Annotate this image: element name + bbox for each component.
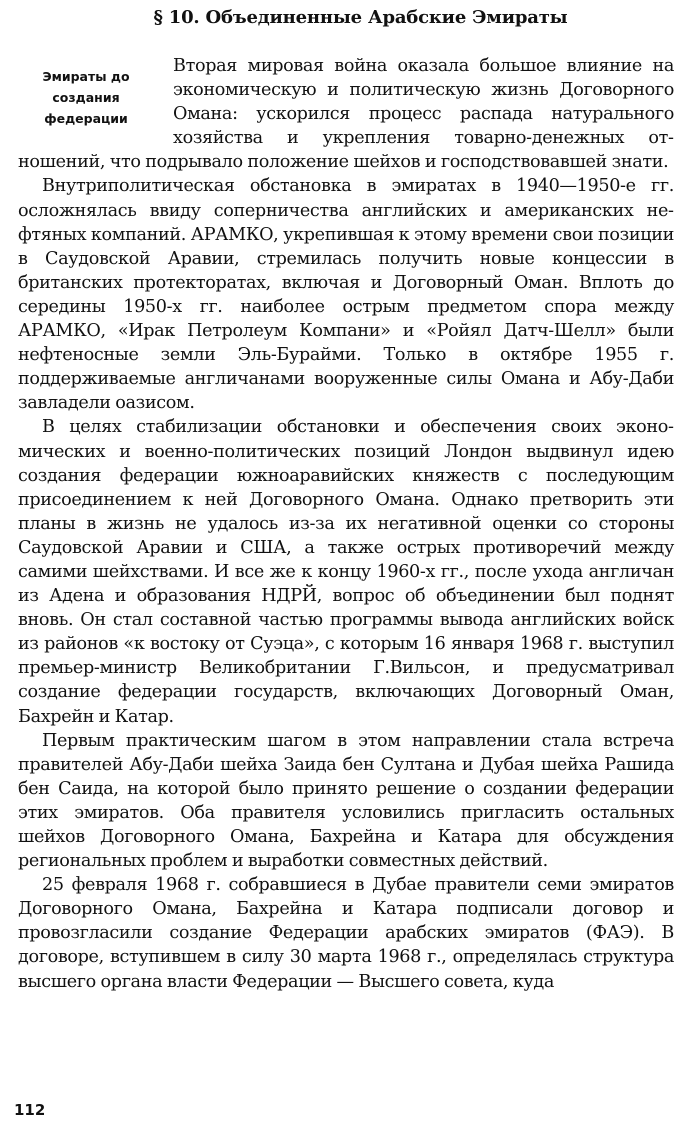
body-text — [18, 54, 674, 994]
margin-note-line-2: создания — [52, 90, 120, 105]
paragraph-3: В целях стабилизации обстановки и обеспечения своих экономических и военно-политических позиций Лондон выдвинул идею создания федерации южноаравийских княжеств с последующим присоединением к ней Договорного Омана. Однако претворить эти планы в жизнь не удалось из-за их негативной оценки со стороны Саудовской Аравии и США, а также острых противоречий между самими шейхствами. И все же к концу 1960-х гг., после ухода англичан из Адена и образования НДРЙ, вопрос об объединении был поднят вновь. Он стал составной частью программы вывода английских войск из районов «к востоку от Суэца», с которым 16 января 1968 г. выступил премьер-министр Великобритании Г.Вильсон, и предусматривал создание федерации государств, включающих Договорный Оман, Бахрейн и Катар. — [18, 417, 674, 727]
paragraph-4: Первым практическим шагом в этом направлении стала встреча правителей Абу-Даби шейха Заида бен Султана и Дубая шейха Рашида бен Саида, на которой было принято решение о создании федерации этих эмиратов. Оба правителя условились пригласить остальных шейхов Договорного Омана, Бахрейна и Катара для обсуждения региональных проблем и выработки совместных действий. — [18, 730, 674, 872]
page-number: 112 — [14, 1101, 46, 1119]
paragraph-2: Внутриполитическая обстановка в эмиратах в 1940—1950-е гг. осложнялась ввиду соперничества английских и американских нефтяных компаний. АРАМКО, укрепившая к этому времени свои позиции в Саудовской Аравии, стремилась получить новые концессии в британских протекторатах, включая и Договорный Оман. Вплоть до середины 1950-х гг. наиболее острым предметом спора между АРАМКО, «Ирак Петролеум Компани» и «Ройял Датч-Шелл» были нефтеносные земли Эль-Бурайми. Только в октябре 1955 г. поддерживаемые англичанами вооруженные силы Омана и Абу-Даби завладели оазисом. — [18, 176, 674, 414]
margin-note-spacer — [18, 54, 173, 150]
margin-note-line-1: Эмираты до — [42, 69, 130, 84]
margin-note-line-3: федерации — [44, 111, 128, 126]
section-heading: § 10. Объединенные Арабские Эмираты — [153, 7, 568, 28]
paragraph-1: Вторая мировая война оказала большое влияние на экономическую и политическую жизнь Договорного Омана: ускорился процесс распада натурального хозяйства и укрепления товарно-денежных отношений, что подрывало положение шейхов и господствовавшей знати. — [18, 56, 674, 173]
paragraph-5: 25 февраля 1968 г. собравшиеся в Дубае правители семи эмиратов Договорного Омана, Бахрейна и Катара подписали договор и провозгласили создание Федерации арабских эмиратов (ФАЭ). В договоре, вступившем в силу 30 марта 1968 г., определялась структура высшего органа власти Федерации — Высшего совета, куда — [18, 875, 674, 992]
